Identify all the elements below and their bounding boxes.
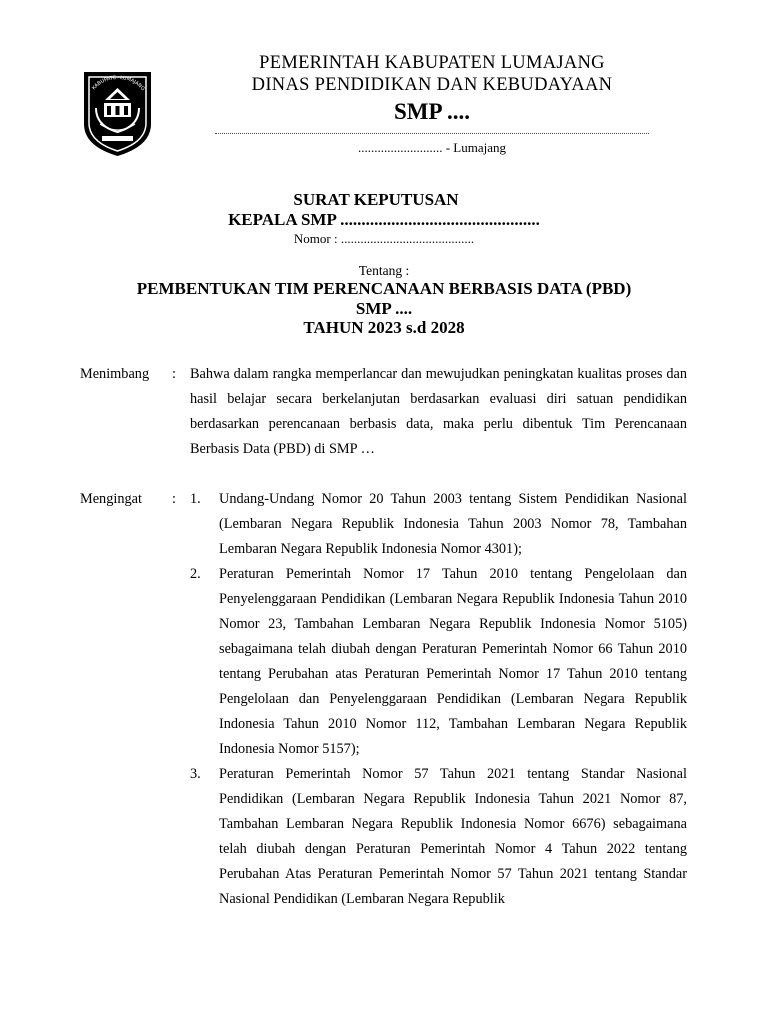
considering-text: Bahwa dalam rangka memperlancar dan mewujudkan peningkatan kualitas proses dan hasil belajar secara berkelanjutan berdasarkan evaluasi diri satuan pendidikan berdasarkan perencanaan berbasis data, maka perlu dibentuk Tim Perencanaan Berbasis Data (PBD) di SMP …	[190, 366, 687, 457]
subject-line-1: PEMBENTUKAN TIM PERENCANAAN BERBASIS DATA (PBD)	[136, 279, 632, 298]
svg-text:KABUPATEN: KABUPATE	[91, 74, 117, 92]
subject-line-2: SMP ....	[355, 298, 413, 318]
recalling-item	[190, 562, 687, 762]
svg-text:LUMAJANG: LUMAJANG	[119, 75, 146, 93]
letterhead-divider	[215, 133, 649, 134]
issuer-line: KEPALA SMP ...............................................	[228, 210, 540, 229]
considering-label: Menimbang	[80, 366, 150, 382]
recalling-item-text: Peraturan Pemerintah Nomor 57 Tahun 2021 tentang Standar Nasional Pendidikan (Lembaran Negara Republik Indonesia Tahun 2021 Nomor 87, Tambahan Lembaran Negara Republik Indonesia Nomor 6676) sebagaimana telah diubah dengan Peraturan Pemerintah Nomor 4 Tahun 2022 tentang Perubahan Atas Peraturan Pemerintah Nomor 57 Tahun 2021 tentang Standar Nasional Pendidikan (Lembaran Negara Republik	[219, 766, 687, 907]
letterhead	[215, 52, 649, 127]
subject-line-3: TAHUN 2023 s.d 2028	[303, 318, 465, 337]
recalling-item-number: 2.	[190, 566, 201, 582]
decree-title-block	[80, 190, 688, 338]
recalling-item	[190, 487, 687, 562]
recalling-label: Mengingat	[80, 491, 142, 507]
decree-heading: SURAT KEPUTUSAN	[293, 190, 459, 209]
recalling-item-number: 1.	[190, 491, 201, 507]
recalling-item-text: Undang-Undang Nomor 20 Tahun 2003 tentang Sistem Pendidikan Nasional (Lembaran Negara Republik Indonesia Tahun 2003 Nomor 78, Tambahan Lembaran Negara Republik Indonesia Nomor 4301);	[219, 491, 687, 557]
recalling-list	[190, 487, 687, 912]
regency-emblem-logo	[80, 66, 155, 158]
department-name: DINAS PENDIDIKAN DAN KEBUDAYAAN	[251, 75, 613, 95]
recalling-item-text: Peraturan Pemerintah Nomor 17 Tahun 2010 tentang Pengelolaan dan Penyelenggaraan Pendidikan (Lembaran Negara Republik Indonesia Tahun 2010 Nomor 23, Tambahan Lembaran Negara Republik Indonesia Nomor 5105) sebagaimana telah diubah dengan Peraturan Pemerintah Nomor 66 Tahun 2010 tentang Perubahan atas Peraturan Pemerintah Nomor 17 Tahun 2010 tentang Pengelolaan dan Penyelenggaraan Pendidikan (Lembaran Negara Republik Indonesia Tahun 2010 Nomor 112, Tambahan Lembaran Negara Republik Indonesia Nomor 5157);	[219, 566, 687, 757]
recalling-colon: :	[172, 491, 176, 507]
decree-number: Nomor : .........................................	[293, 231, 475, 246]
government-name: PEMERINTAH KABUPATEN LUMAJANG	[259, 53, 605, 73]
considering-colon: :	[172, 366, 176, 382]
subject-label: Tentang :	[358, 263, 410, 278]
recalling-item-number: 3.	[190, 766, 201, 782]
school-name: SMP ....	[393, 99, 471, 124]
school-address: .......................... - Lumajang	[357, 140, 507, 155]
recalling-item	[190, 762, 687, 912]
